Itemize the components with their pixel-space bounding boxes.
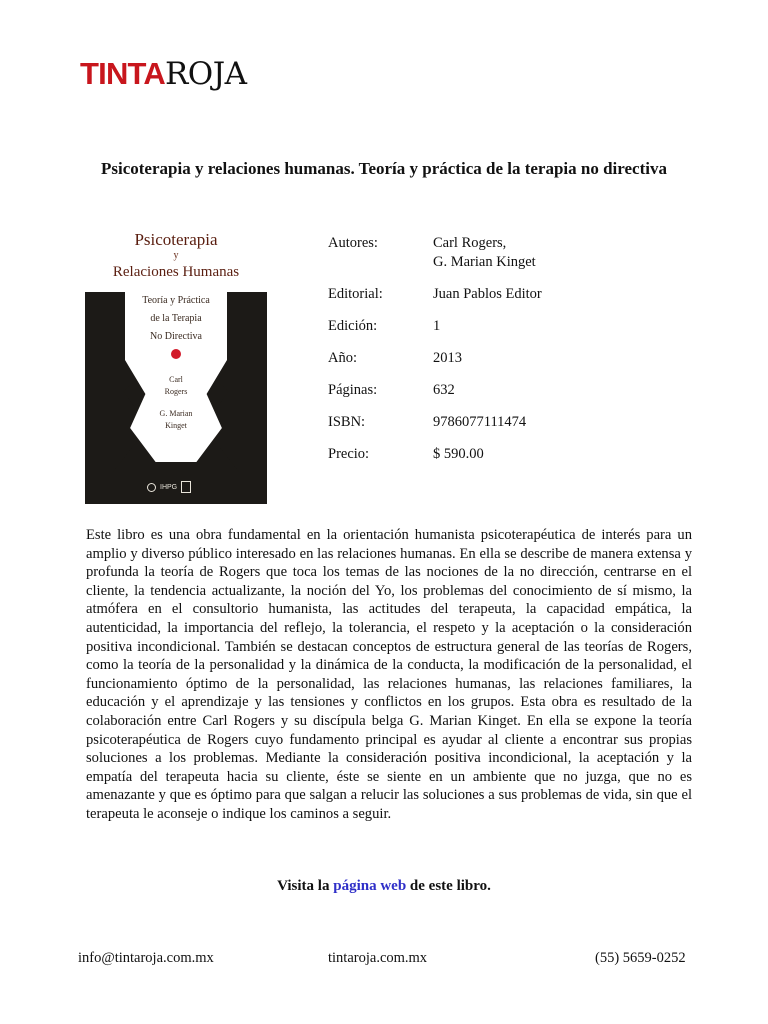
visit-line: [84, 878, 684, 895]
detail-label: ISBN:: [328, 414, 366, 430]
cover-title-line2: y: [173, 250, 179, 261]
detail-label: Autores:: [328, 235, 378, 251]
detail-value: 9786077111474: [433, 414, 527, 430]
detail-value: $ 590.00: [433, 446, 484, 462]
detail-row-editorial: [328, 285, 633, 304]
cover-author2: [85, 408, 267, 432]
cover-author2-line1: G. Marian: [159, 409, 193, 418]
cover-author1-line1: Carl: [169, 375, 183, 384]
logo-part-tinta: TINTA: [80, 56, 165, 91]
book-description: Este libro es una obra fundamental en la orientación humanista psicoterapéutica de interés para un amplio y diverso público interesado en las relaciones humanas. En ella se describe de manera extensa y profunda la teoría de Rogers que toca los temas de las nociones de la no dirección, centrarse en el cliente, la tendencia actualizante, la noción del Yo, los problemas del conocimiento de sí mismo, la atmófera en el consultorio humanista, las actitudes del terapeuta, la capacidad empática, la autenticidad, la importancia del reflejo, la tolerancia, el respeto y la aceptación o la consideración positiva incondicional. También se destacan conceptos de estructura general de las teorías de Rogers, como la teoría de la personalidad y la dinámica de la conducta, la modificación de la personalidad, el funcionamiento óptimo de la personalidad, las relaciones humanas, las relaciones familiares, la educación y el aprendizaje y las tensiones y conflictos en los grupos. Esta obra es resultado de la colaboración entre Carl Rogers y su discípula belga G. Marian Kinget. En ella se expone la teoría psicoterapéutica de Rogers cuyo fundamento principal es ayudar al cliente a encontrar sus propias soluciones a los problemas. Mediante la consideración positiva incondicional, la aceptación y la empatía del terapeuta hacia su cliente, éste se siente en un ambiente que no juzga, que no es amenazante y que es óptimo para que salgan a relucir las soluciones a sus problemas de vida, sin que el terapeuta le aconseje o indique los caminos a seguir.: [86, 527, 692, 822]
cover-subtitle: [85, 292, 267, 346]
cover-author1: [85, 374, 267, 398]
book-webpage-link[interactable]: página web: [333, 878, 407, 894]
logo-part-roja: ROJA: [164, 56, 247, 92]
detail-row-authors: [328, 234, 633, 272]
detail-label: Editorial:: [328, 286, 383, 302]
detail-label: Páginas:: [328, 382, 378, 398]
detail-value: 632: [433, 382, 455, 398]
book-title: Psicoterapia y relaciones humanas. Teoría y práctica de la terapia no directiva: [101, 159, 667, 178]
detail-value: 1: [433, 318, 441, 334]
visit-text-before: Visita la: [277, 878, 330, 894]
cover-author2-line2: Kinget: [165, 421, 187, 430]
detail-row-price: [328, 445, 633, 464]
book-cover-image: [85, 222, 267, 504]
tintaroja-logo: [80, 56, 247, 92]
cover-title-line1: Psicoterapia: [134, 230, 218, 249]
author-2: G. Marian Kinget: [433, 254, 536, 270]
detail-label: Precio:: [328, 446, 370, 462]
footer-website[interactable]: tintaroja.com.mx: [328, 950, 428, 966]
book-details: [328, 234, 633, 464]
detail-value: Juan Pablos Editor: [433, 286, 542, 302]
cover-subtitle-line3: No Directiva: [150, 331, 202, 342]
cover-author1-line2: Rogers: [164, 387, 188, 396]
cover-red-dot: [171, 349, 181, 359]
publisher-ring-icon: [147, 483, 156, 492]
detail-label: Edición:: [328, 318, 378, 334]
detail-row-edition: [328, 317, 633, 336]
footer-email[interactable]: info@tintaroja.com.mx: [78, 950, 214, 966]
publisher-mark: IHPG: [160, 483, 178, 491]
detail-row-isbn: [328, 413, 633, 432]
cover-publisher-logos: [147, 480, 207, 494]
detail-label: Año:: [328, 350, 357, 366]
cover-subtitle-line1: Teoría y Práctica: [142, 295, 210, 306]
author-1: Carl Rogers,: [433, 235, 507, 251]
cover-title-line3: Relaciones Humanas: [112, 264, 240, 280]
cover-subtitle-line2: de la Terapia: [150, 313, 202, 324]
footer-phone: (55) 5659-0252: [595, 950, 686, 966]
detail-value: [433, 234, 633, 272]
detail-row-pages: [328, 381, 633, 400]
detail-value: 2013: [433, 350, 462, 366]
visit-text-after: de este libro.: [409, 878, 491, 894]
detail-row-year: [328, 349, 633, 368]
publisher-square-icon: [181, 481, 191, 493]
